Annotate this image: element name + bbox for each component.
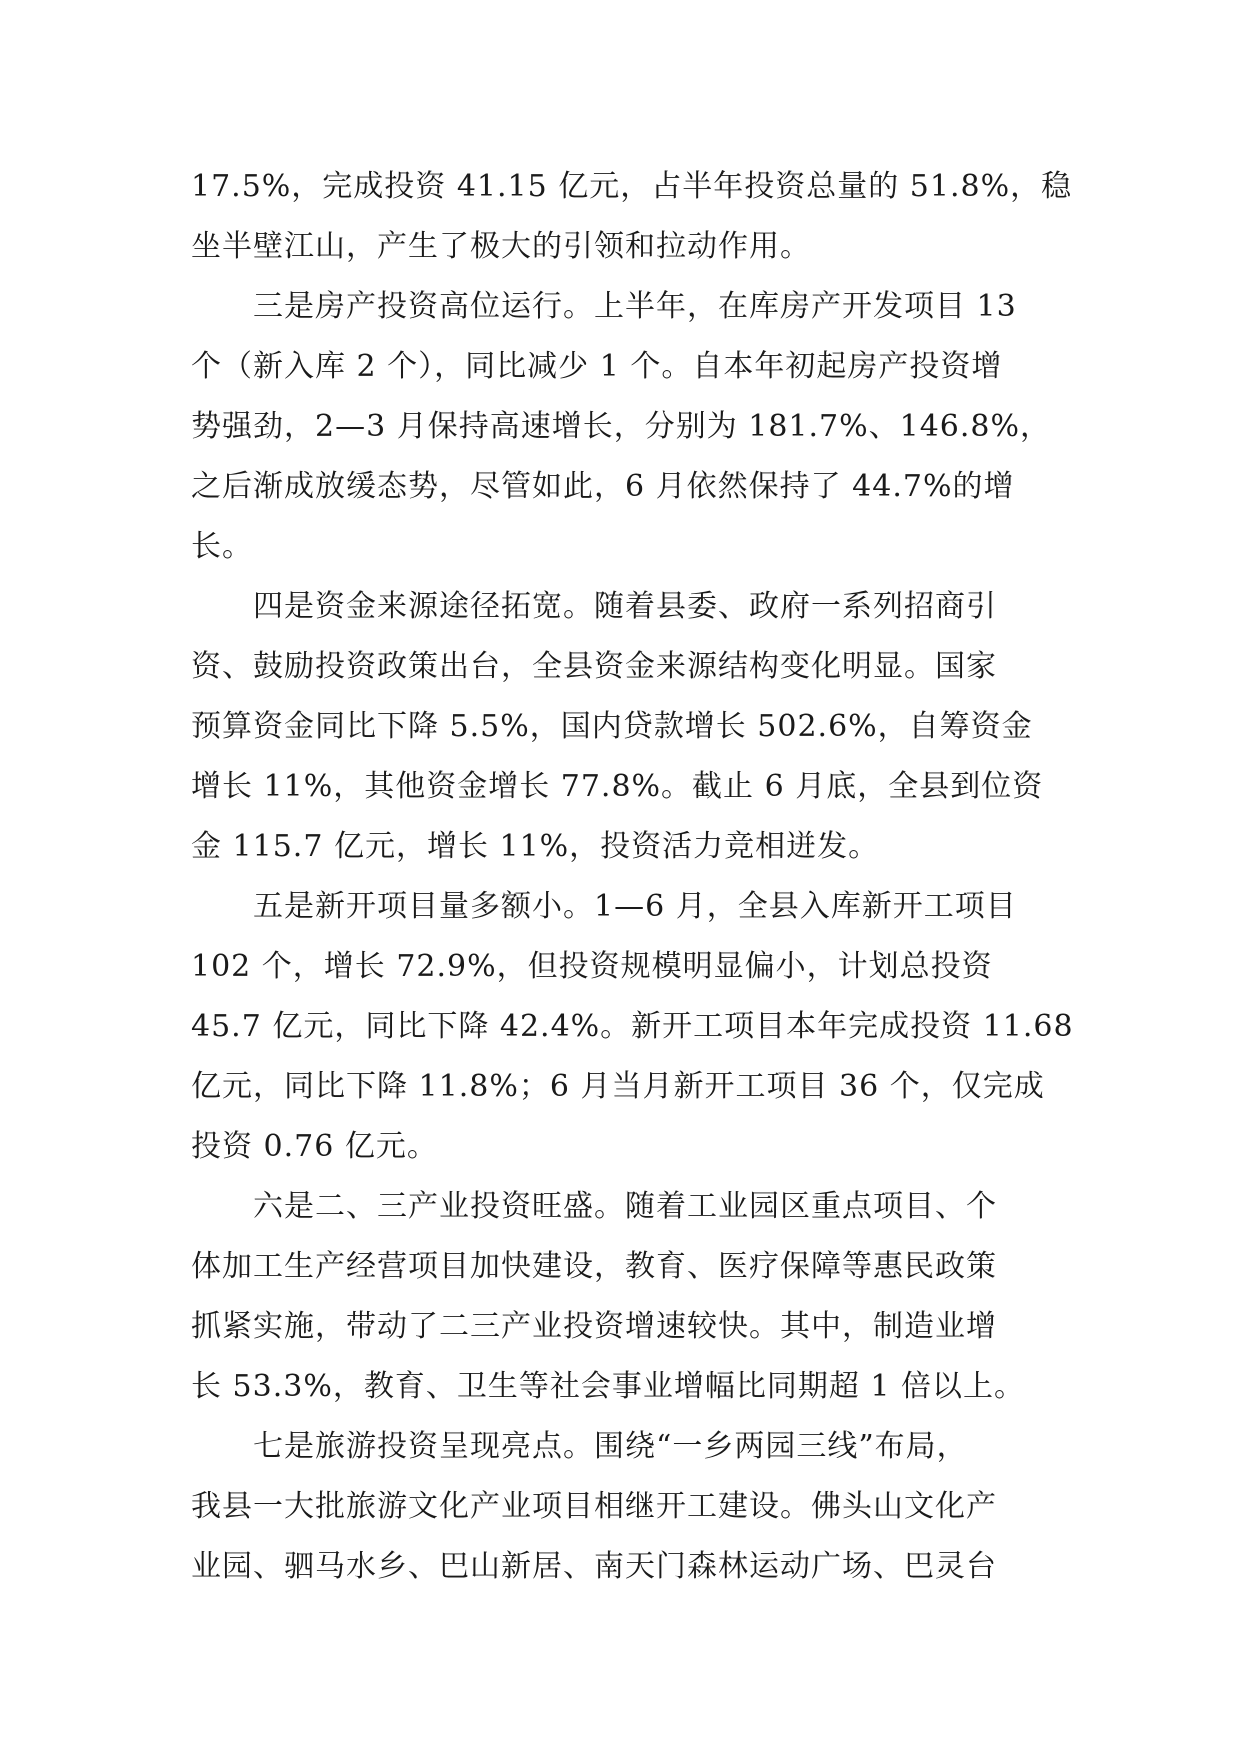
text-line: 业园、驷马水乡、巴山新居、南天门森林运动广场、巴灵台 bbox=[191, 1549, 997, 1584]
paragraph-continuation bbox=[191, 157, 1073, 277]
text-line: 长。 bbox=[191, 529, 253, 564]
paragraph-real-estate-investment bbox=[191, 277, 1051, 577]
paragraph-tourism-investment bbox=[191, 1417, 1051, 1597]
text-line: 七是旅游投资呈现亮点。围绕“一乡两园三线”布局， bbox=[253, 1429, 968, 1464]
document-body bbox=[191, 157, 1074, 1597]
paragraph-secondary-tertiary-industry bbox=[191, 1177, 1051, 1417]
text-line: 45.7 亿元，同比下降 42.4%。新开工项目本年完成投资 11.68 bbox=[191, 1009, 1074, 1044]
text-line: 亿元，同比下降 11.8%；6 月当月新开工项目 36 个，仅完成 bbox=[191, 1069, 1045, 1104]
text-line: 三是房产投资高位运行。上半年，在库房产开发项目 13 bbox=[253, 289, 1017, 324]
text-line: 势强劲，2—3 月保持高速增长，分别为 181.7%、146.8%， bbox=[191, 409, 1052, 444]
text-line: 之后渐成放缓态势，尽管如此，6 月依然保持了 44.7%的增 bbox=[191, 469, 1015, 504]
text-line: 四是资金来源途径拓宽。随着县委、政府一系列招商引 bbox=[253, 589, 997, 624]
text-line: 资、鼓励投资政策出台，全县资金来源结构变化明显。国家 bbox=[191, 649, 997, 684]
text-line: 六是二、三产业投资旺盛。随着工业园区重点项目、个 bbox=[253, 1189, 997, 1224]
text-line: 抓紧实施，带动了二三产业投资增速较快。其中，制造业增 bbox=[191, 1309, 997, 1344]
text-line: 个（新入库 2 个），同比减少 1 个。自本年初起房产投资增 bbox=[191, 349, 1003, 384]
paragraph-new-projects bbox=[191, 877, 1074, 1177]
text-line: 体加工生产经营项目加快建设，教育、医疗保障等惠民政策 bbox=[191, 1249, 997, 1284]
paragraph-funding-sources bbox=[191, 577, 1051, 877]
text-line: 五是新开项目量多额小。1—6 月，全县入库新开工项目 bbox=[253, 889, 1017, 924]
text-line: 金 115.7 亿元，增长 11%，投资活力竞相迸发。 bbox=[191, 829, 880, 864]
text-line: 坐半壁江山，产生了极大的引领和拉动作用。 bbox=[191, 229, 811, 264]
text-line: 我县一大批旅游文化产业项目相继开工建设。佛头山文化产 bbox=[191, 1489, 997, 1524]
text-line: 17.5%，完成投资 41.15 亿元，占半年投资总量的 51.8%，稳 bbox=[191, 169, 1073, 204]
text-line: 长 53.3%，教育、卫生等社会事业增幅比同期超 1 倍以上。 bbox=[191, 1369, 1025, 1404]
text-line: 预算资金同比下降 5.5%，国内贷款增长 502.6%，自筹资金 bbox=[191, 709, 1033, 744]
text-line: 投资 0.76 亿元。 bbox=[191, 1129, 438, 1164]
text-line: 102 个，增长 72.9%，但投资规模明显偏小，计划总投资 bbox=[191, 949, 993, 984]
text-line: 增长 11%，其他资金增长 77.8%。截止 6 月底，全县到位资 bbox=[191, 769, 1044, 804]
